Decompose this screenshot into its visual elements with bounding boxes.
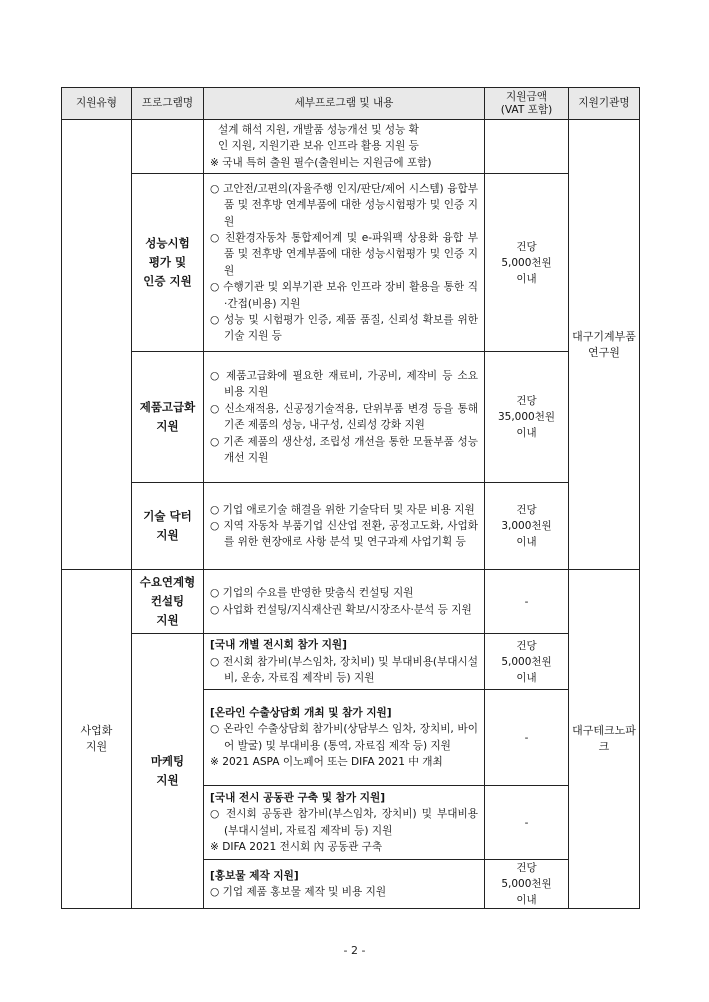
- detail-note: ※ 2021 ASPA 이노페어 또는 DIFA 2021 中 개최: [210, 756, 443, 769]
- header-type: 지원유형: [62, 88, 132, 120]
- table-row: [62, 570, 640, 634]
- amount-line: 이내: [516, 272, 537, 285]
- type-cell-empty: [62, 120, 132, 570]
- detail-cell-doctor: [204, 483, 485, 570]
- detail-item: ○ 수행기관 및 외부기관 보유 인프라 장비 활용을 통한 직·간접(비용) 지원: [210, 281, 478, 310]
- detail-cell-adv: [204, 352, 485, 483]
- amount-line: 건당: [516, 862, 537, 875]
- detail-note: ※ DIFA 2021 전시회 內 공동관 구축: [210, 841, 383, 854]
- detail-line: 인 지원, 지원기관 보유 인프라 활용 지원 등: [218, 140, 419, 153]
- header-amount-line1: 지원금액: [506, 90, 547, 103]
- detail-item: ○ 성능 및 시험평가 인증, 제품 품질, 신뢰성 확보를 위한 기술 지원 등: [210, 313, 478, 343]
- support-table: [61, 87, 640, 909]
- amount-cell-perf: [485, 174, 569, 352]
- detail-item: ○ 전시회 공동관 참가비(부스임차, 장치비) 및 부대비용(부대시설비, 자료집 제작비 등) 지원: [210, 808, 478, 837]
- header-program: 프로그램명: [132, 88, 204, 120]
- detail-line: 설계 해석 지원, 개발품 성능개선 및 성능 확: [218, 124, 419, 136]
- detail-cell-consult: [204, 570, 485, 634]
- program-name-doctor: [132, 483, 204, 570]
- detail-item: ○ 사업화 컨설팅/지식재산권 확보/시장조사·분석 등 지원: [210, 603, 472, 616]
- amount-cell-promo: [485, 860, 569, 909]
- detail-item: ○ 온라인 수출상담회 참가비(상담부스 임차, 장치비, 바이어 발굴) 및 부대비용 (통역, 자료집 제작 등) 지원: [210, 723, 478, 752]
- subprogram-heading: [홍보물 제작 지원]: [210, 869, 299, 882]
- detail-item: ○ 기존 제품의 생산성, 조립성 개선을 통한 모듈부품 성능 개선 지원: [210, 435, 478, 465]
- program-name-adv: [132, 352, 204, 483]
- table-row: [62, 483, 640, 570]
- amount-line: 이내: [516, 536, 537, 549]
- header-amount: [485, 88, 569, 120]
- program-name-line: 지원: [156, 613, 179, 628]
- header-row: [62, 88, 640, 120]
- detail-item: ○ 지역 자동차 부품기업 신산업 전환, 공정고도화, 사업화를 위한 현장애로 사항 분석 및 연구과제 사업기획 등: [210, 520, 478, 549]
- type-cell-biz: [62, 570, 132, 909]
- amount-cell-domestic: [485, 634, 569, 690]
- program-name-perf: [132, 174, 204, 352]
- amount-line: 이내: [516, 894, 537, 907]
- amount-cell-online: -: [485, 690, 569, 786]
- agency-line: 연구원: [588, 345, 620, 359]
- program-name-line: 성능시험: [145, 236, 190, 251]
- amount-line: 이내: [516, 671, 537, 684]
- table-row: [62, 120, 640, 174]
- detail-item: ○ 제품고급화에 필요한 재료비, 가공비, 제작비 등 소요 비용 지원: [210, 370, 478, 399]
- table-row: [62, 174, 640, 352]
- amount-line: 5,000천원: [501, 256, 552, 269]
- detail-item: ○ 기업의 수요를 반영한 맞춤식 컨설팅 지원: [210, 587, 414, 600]
- detail-cell-online: [204, 690, 485, 786]
- detail-cell-domestic: [204, 634, 485, 690]
- page-number: - 2 -: [343, 944, 366, 957]
- amount-line: 건당: [516, 504, 537, 517]
- amount-line: 건당: [516, 639, 537, 652]
- detail-cell-perf: [204, 174, 485, 352]
- amount-line: 건당: [516, 395, 537, 408]
- program-name-line: 컨설팅: [150, 594, 185, 609]
- header-detail: 세부프로그램 및 내용: [204, 88, 485, 120]
- amount-line: 5,000천원: [501, 655, 552, 668]
- amount-line: 5,000천원: [501, 878, 552, 891]
- program-name-line: 기술 닥터: [143, 509, 192, 524]
- amount-line: 이내: [516, 427, 537, 440]
- program-name-line: 지원: [156, 773, 179, 788]
- agency-line: 대구기계부품: [572, 329, 636, 343]
- agency-cell-technopark: [569, 570, 640, 909]
- detail-item: ○ 고안전/고편의(자율주행 인지/판단/제어 시스템) 융합부품 및 전후방 연계부품에 대한 성능시험평가 및 인증 지원: [210, 182, 478, 228]
- header-agency: 지원기관명: [569, 88, 640, 120]
- program-name-marketing: [132, 634, 204, 909]
- detail-note: ※ 국내 특허 출원 필수(출원비는 지원금에 포함): [210, 156, 432, 169]
- subprogram-heading: [온라인 수출상담회 개최 및 참가 지원]: [210, 706, 392, 719]
- detail-cell-continued: [204, 120, 485, 174]
- amount-cell-doctor: [485, 483, 569, 570]
- agency-cell-kiria: [569, 120, 640, 570]
- program-name-line: 마케팅: [150, 754, 185, 769]
- amount-cell-joint: -: [485, 786, 569, 860]
- program-cell-empty: [132, 120, 204, 174]
- amount-cell-empty: [485, 120, 569, 174]
- detail-item: ○ 신소재적용, 신공정기술적용, 단위부품 변경 등을 통해 기존 제품의 성능, 내구성, 신뢰성 강화 지원: [210, 402, 478, 432]
- type-line: 지원: [85, 740, 108, 754]
- subprogram-heading: [국내 전시 공동관 구축 및 참가 지원]: [210, 791, 386, 804]
- detail-item: ○ 전시회 참가비(부스임차, 장치비) 및 부대비용(부대시설비, 운송, 자료집 제작비 등) 지원: [210, 655, 478, 684]
- detail-item: ○ 기업 제품 홍보물 제작 및 비용 지원: [210, 886, 387, 899]
- detail-item: ○ 기업 애로기술 해결을 위한 기술닥터 및 자문 비용 지원: [210, 503, 475, 516]
- detail-item: ○ 친환경자동차 통합제어계 및 e-파워팩 상용화 융합 부품 및 전후방 연계부품에 대한 성능시험평가 및 인증 지원: [210, 231, 478, 277]
- program-name-consult: [132, 570, 204, 634]
- program-name-line: 평가 및: [148, 255, 187, 270]
- program-name-line: 수요연계형: [139, 575, 196, 590]
- program-name-line: 인증 지원: [143, 274, 192, 289]
- program-name-line: 지원: [156, 419, 179, 434]
- agency-line: 대구테크노파크: [572, 724, 636, 754]
- type-line: 사업화: [80, 724, 113, 738]
- amount-cell-consult: -: [485, 570, 569, 634]
- table-row: [62, 634, 640, 690]
- header-amount-line2: (VAT 포함): [500, 103, 553, 116]
- program-name-line: 지원: [156, 528, 179, 543]
- program-name-line: 제품고급화: [139, 400, 196, 415]
- amount-cell-adv: [485, 352, 569, 483]
- amount-line: 35,000천원: [497, 411, 556, 424]
- detail-cell-promo: [204, 860, 485, 909]
- subprogram-heading: [국내 개별 전시회 참가 지원]: [210, 639, 348, 652]
- detail-cell-joint: [204, 786, 485, 860]
- amount-line: 3,000천원: [501, 520, 552, 533]
- amount-line: 건당: [516, 240, 537, 253]
- table-row: [62, 352, 640, 483]
